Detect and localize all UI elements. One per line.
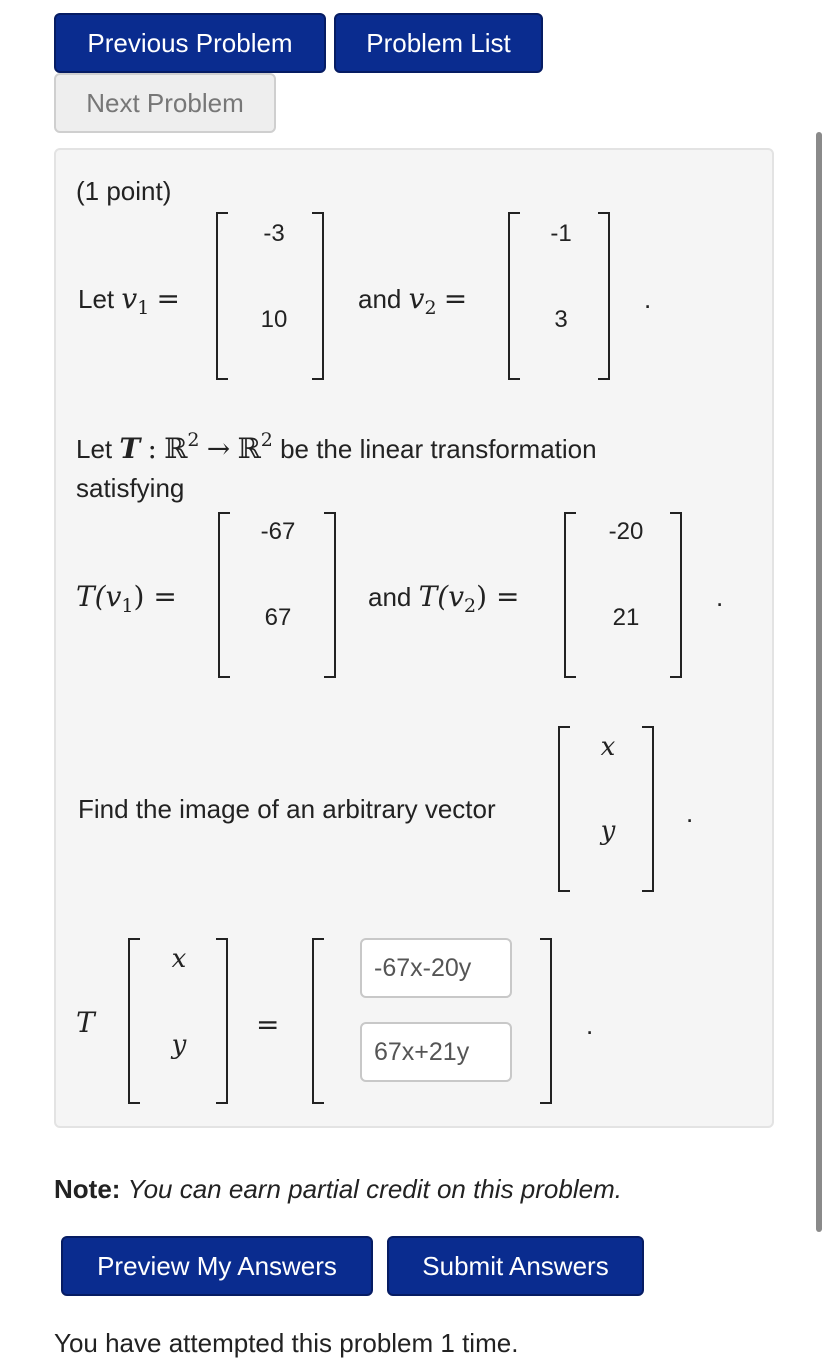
Tv2-left-bracket xyxy=(564,512,576,678)
submit-answers-button[interactable]: Submit Answers xyxy=(387,1236,644,1296)
equals-sign-2: = xyxy=(443,282,468,315)
transform-sentence-cont: satisfying xyxy=(76,473,185,503)
transform-sentence: Let T : ℝ$^2$ → ℝ$^2$ be the linear transformation xyxy=(76,429,597,465)
problem-list-button[interactable]: Problem List xyxy=(334,13,543,73)
and-Tv2-label: and $T(v_2)$ = xyxy=(368,580,520,617)
Tv2-entry-1: -20 xyxy=(608,518,644,545)
answer-vec-right-bracket xyxy=(216,938,228,1104)
codomain-R2: ℝ$^2$ xyxy=(237,429,273,465)
v2-left-bracket xyxy=(508,212,520,380)
page-scrollbar[interactable] xyxy=(816,132,822,1232)
note-label: Note: xyxy=(54,1174,121,1204)
domain-R2: ℝ$^2$ xyxy=(164,429,200,465)
arbitrary-left-bracket xyxy=(558,726,570,892)
equals-sign: = xyxy=(156,282,181,315)
preview-answers-button[interactable]: Preview My Answers xyxy=(61,1236,373,1296)
arbitrary-x: x xyxy=(600,732,616,762)
partial-credit-note xyxy=(54,1174,622,1205)
answer-input-2[interactable] xyxy=(360,1022,512,1082)
Tv1-right-bracket xyxy=(324,512,336,678)
answer-vec-x: x xyxy=(171,944,187,974)
answer-result-left-bracket xyxy=(312,938,324,1104)
let-v1-label xyxy=(78,282,181,319)
v1-symbol: $v_1$ xyxy=(121,282,150,319)
find-image-text: Find the image of an arbitrary vector xyxy=(78,794,496,824)
answer-equals-sign: = xyxy=(256,1008,280,1041)
v2-right-bracket xyxy=(598,212,610,380)
T-symbol: T xyxy=(119,432,141,465)
answer-vec-left-bracket xyxy=(128,938,140,1104)
v2-entry-2: 3 xyxy=(554,306,568,333)
v2-symbol: $v_2$ xyxy=(408,282,437,319)
v1-entry-2: 10 xyxy=(260,306,288,333)
v2-entry-1: -1 xyxy=(550,220,572,247)
Tv2-entry-2: 21 xyxy=(612,604,640,631)
arbitrary-y: y xyxy=(600,816,616,846)
problem-points: (1 point) xyxy=(76,176,172,206)
answer-T-symbol: T xyxy=(76,1006,95,1039)
arrow-icon: → xyxy=(206,432,231,465)
arbitrary-period: . xyxy=(686,798,694,828)
v1-left-bracket xyxy=(216,212,228,380)
problem-panel xyxy=(54,148,774,1128)
Tv2-right-bracket xyxy=(670,512,682,678)
v2-period: . xyxy=(644,284,652,314)
answer-result-right-bracket xyxy=(540,938,552,1104)
attempts-status: You have attempted this problem 1 time. xyxy=(54,1328,519,1358)
Tv1-entry-2: 67 xyxy=(264,604,292,631)
note-text: You can earn partial credit on this problem. xyxy=(127,1174,622,1204)
let-text: Let xyxy=(78,284,115,314)
next-problem-button: Next Problem xyxy=(54,73,276,133)
v1-right-bracket xyxy=(312,212,324,380)
answer-vec-y: y xyxy=(171,1030,187,1060)
and-text: and xyxy=(358,284,402,314)
answer-input-1[interactable] xyxy=(360,938,512,998)
previous-problem-button[interactable]: Previous Problem xyxy=(54,13,326,73)
Tv2-period: . xyxy=(716,582,724,612)
v1-entry-1: -3 xyxy=(263,220,285,247)
Tv1-left-bracket xyxy=(218,512,230,678)
and-v2-label xyxy=(358,282,468,319)
answer-period: . xyxy=(586,1010,594,1040)
Tv1-entry-1: -67 xyxy=(260,518,296,545)
arbitrary-right-bracket xyxy=(642,726,654,892)
Tv1-label: $T(v_1)$ = xyxy=(76,580,177,617)
